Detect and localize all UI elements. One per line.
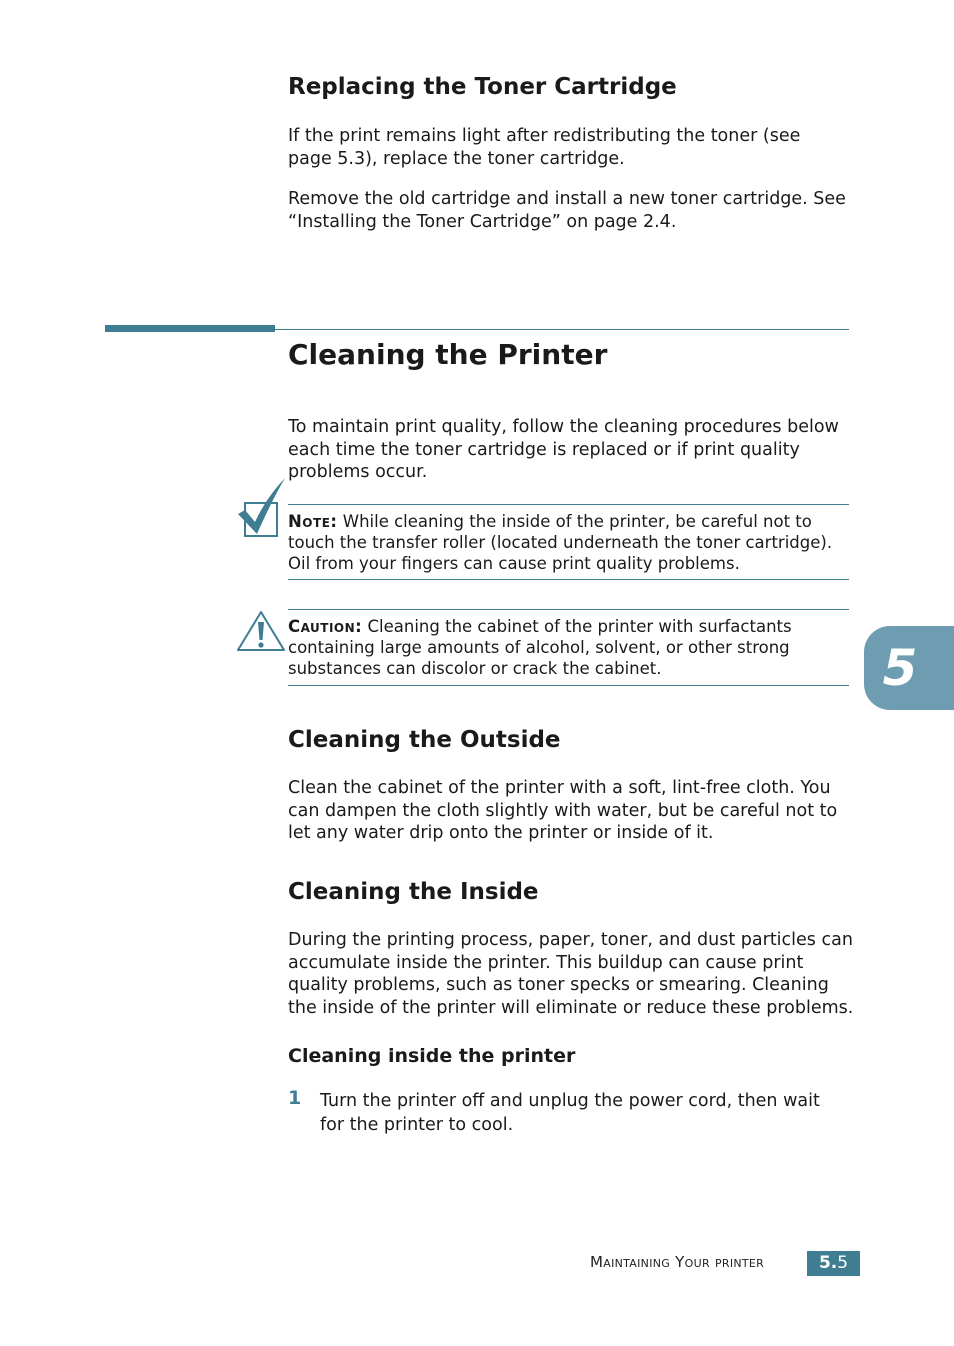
text-line: accumulate inside the printer. This buildup can cause print xyxy=(288,952,804,973)
text-line: page 5.3), replace the toner cartridge. xyxy=(288,148,625,169)
caution-block xyxy=(288,616,850,679)
text-line: for the printer to cool. xyxy=(320,1115,514,1135)
caution-top-rule xyxy=(288,609,849,610)
text-line: Turn the printer off and unplug the power cord, then wait xyxy=(320,1091,820,1111)
section-divider-line xyxy=(275,329,849,330)
step-number: 1 xyxy=(288,1087,302,1109)
paragraph-cleaning-intro xyxy=(288,416,853,484)
section-heading-replacing: Replacing the Toner Cartridge xyxy=(288,74,677,100)
note-label: Note: xyxy=(288,512,338,531)
note-bottom-rule xyxy=(288,579,849,580)
step-text xyxy=(320,1089,860,1137)
text-line: “Installing the Toner Cartridge” on page 2.4. xyxy=(288,211,677,232)
caution-text: containing large amounts of alcohol, solvent, or other strong xyxy=(288,638,790,657)
note-text: touch the transfer roller (located underneath the toner cartridge). xyxy=(288,533,833,552)
chapter-section-title: Cleaning the Printer xyxy=(288,338,608,371)
caution-text: Cleaning the cabinet of the printer with surfactants xyxy=(367,617,792,636)
footer-chapter-label: Maintaining Your printer xyxy=(590,1253,765,1271)
caution-text: substances can discolor or crack the cabinet. xyxy=(288,659,662,678)
text-line: Clean the cabinet of the printer with a soft, lint-free cloth. You xyxy=(288,778,831,798)
note-text: Oil from your fingers can cause print quality problems. xyxy=(288,554,740,573)
section-heading-outside: Cleaning the Outside xyxy=(288,727,561,753)
checkmark-note-icon xyxy=(236,476,288,540)
text-line: quality problems, such as toner specks or smearing. Cleaning xyxy=(288,975,829,995)
text-line: During the printing process, paper, toner, and dust particles can xyxy=(288,930,853,950)
text-line: can dampen the cloth slightly with water, but be careful not to xyxy=(288,800,838,821)
caution-bottom-rule xyxy=(288,685,849,686)
text-line: If the print remains light after redistributing the toner (see xyxy=(288,126,801,146)
section-divider-bar xyxy=(105,325,275,332)
chapter-tab-number: 5 xyxy=(882,639,918,697)
text-line: problems occur. xyxy=(288,462,428,482)
text-line: the inside of the printer will eliminate or reduce these problems. xyxy=(288,997,854,1018)
section-heading-inside: Cleaning the Inside xyxy=(288,879,539,905)
text-line: let any water drip onto the printer or inside of it. xyxy=(288,823,714,843)
paragraph-outside xyxy=(288,777,853,845)
text-line: each time the toner cartridge is replaced or if print quality xyxy=(288,439,800,460)
chapter-tab xyxy=(864,626,954,710)
paragraph-inside xyxy=(288,929,858,1019)
subsection-heading-inside-printer: Cleaning inside the printer xyxy=(288,1045,576,1067)
caution-label: Caution: xyxy=(288,617,363,636)
text-line: Remove the old cartridge and install a new toner cartridge. See xyxy=(288,189,846,209)
page-number-box xyxy=(807,1251,860,1276)
page-chapter: 5. xyxy=(818,1253,838,1273)
paragraph-replacing-2 xyxy=(288,188,853,233)
paragraph-replacing-1 xyxy=(288,125,853,170)
page-number: 5 xyxy=(837,1253,849,1273)
note-block xyxy=(288,511,850,574)
note-top-rule xyxy=(288,504,849,505)
warning-icon xyxy=(236,610,286,652)
note-text: While cleaning the inside of the printer, be careful not to xyxy=(342,512,812,531)
text-line: To maintain print quality, follow the cleaning procedures below xyxy=(288,417,839,437)
